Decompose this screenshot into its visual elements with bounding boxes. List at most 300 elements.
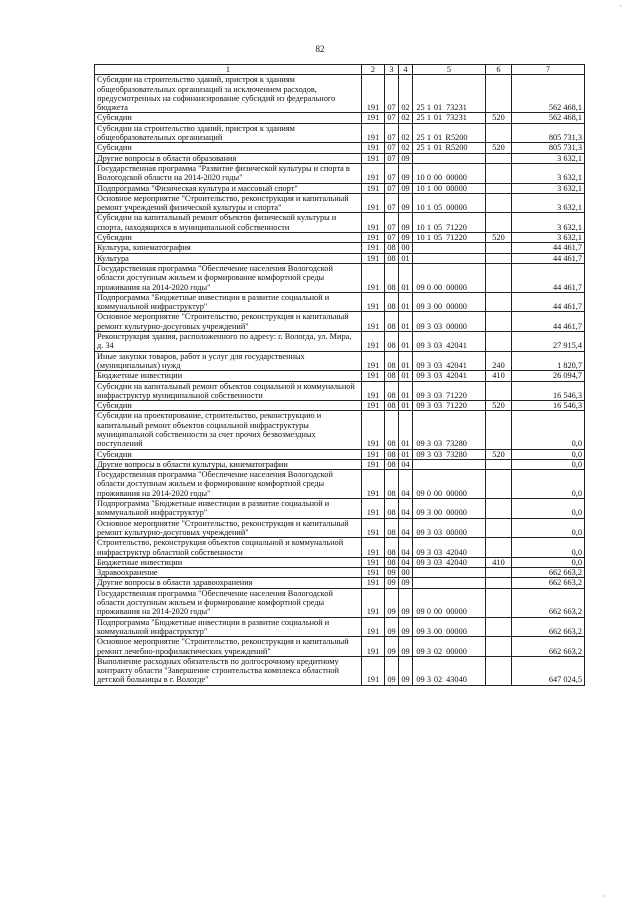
row-expense-type <box>486 637 512 657</box>
row-expense-type <box>486 153 512 163</box>
row-amount: 16 546,3 <box>512 381 585 401</box>
row-name: Подпрограмма "Бюджетные инвестиции в развитие социальной и коммунальной инфраструктур" <box>95 617 362 637</box>
row-expense-type: 520 <box>486 449 512 459</box>
row-section: 07 <box>385 163 399 183</box>
row-name: Субсидии на строительство зданий, пристроя к зданиям общеобразовательных организаций за исключением расходов, предусмотренных на софинансирование субсидий из федерального бюджета <box>95 75 362 113</box>
row-target-article <box>413 371 486 381</box>
row-amount: 0,0 <box>512 538 585 558</box>
row-ministry-code: 191 <box>362 499 385 519</box>
target-article-part: 10 <box>416 183 425 193</box>
row-subsection: 09 <box>399 153 413 163</box>
row-subsection: 09 <box>399 233 413 243</box>
row-target-article <box>413 411 486 449</box>
row-ministry-code: 191 <box>362 617 385 637</box>
row-ministry-code: 191 <box>362 332 385 352</box>
target-article-part: 3 <box>426 449 432 459</box>
row-target-article <box>413 233 486 243</box>
row-section: 08 <box>385 351 399 371</box>
row-name: Субсидии <box>95 143 362 153</box>
table-row <box>95 292 585 312</box>
row-target-article <box>413 617 486 637</box>
row-subsection: 04 <box>399 470 413 499</box>
table-row <box>95 123 585 143</box>
row-target-article <box>413 518 486 538</box>
target-article-part: 00000 <box>446 183 467 193</box>
target-article-part: 10 <box>416 233 425 243</box>
row-subsection: 09 <box>399 183 413 193</box>
row-name: Подпрограмма "Бюджетные инвестиции в развитие социальной и коммунальной инфраструктур" <box>95 292 362 312</box>
target-article-part: 09 <box>416 401 425 411</box>
target-article-part: 03 <box>433 547 443 557</box>
table-row <box>95 371 585 381</box>
row-ministry-code: 191 <box>362 371 385 381</box>
row-expense-type <box>486 538 512 558</box>
row-expense-type <box>486 263 512 292</box>
table-row <box>95 153 585 163</box>
row-amount: 0,0 <box>512 470 585 499</box>
row-section: 07 <box>385 183 399 193</box>
row-name: Бюджетные инвестиции <box>95 557 362 567</box>
table-row <box>95 470 585 499</box>
row-ministry-code: 191 <box>362 233 385 243</box>
table-row <box>95 163 585 183</box>
target-article-part: 10 <box>416 203 425 213</box>
target-article-part: 00 <box>433 607 443 617</box>
row-amount: 0,0 <box>512 449 585 459</box>
target-article-part: R5200 <box>445 133 468 143</box>
row-target-article <box>413 153 486 163</box>
target-article-part: 09 <box>416 557 425 567</box>
target-article-part: 25 <box>416 143 425 153</box>
table-row <box>95 518 585 538</box>
row-name: Основное мероприятие "Строительство, реконструкция и капитальный ремонт учреждений физической культуры и спорта" <box>95 193 362 213</box>
target-article-part: 00 <box>433 626 443 636</box>
row-section: 07 <box>385 113 399 123</box>
row-subsection: 02 <box>399 75 413 113</box>
row-section: 09 <box>385 637 399 657</box>
row-ministry-code: 191 <box>362 381 385 401</box>
target-article-part: 00 <box>433 282 443 292</box>
row-ministry-code: 191 <box>362 637 385 657</box>
target-article-part: 09 <box>416 439 425 449</box>
row-section: 08 <box>385 253 399 263</box>
row-subsection: 01 <box>399 371 413 381</box>
row-amount: 44 461,7 <box>512 253 585 263</box>
target-article-part: 1 <box>426 113 432 123</box>
target-article-part: 03 <box>433 390 443 400</box>
row-ministry-code: 191 <box>362 401 385 411</box>
table-header-row <box>95 65 585 75</box>
row-amount: 3 632,1 <box>512 193 585 213</box>
table-row <box>95 381 585 401</box>
table-row <box>95 253 585 263</box>
row-ministry-code: 191 <box>362 193 385 213</box>
row-amount: 26 094,7 <box>512 371 585 381</box>
row-amount: 44 461,7 <box>512 292 585 312</box>
row-amount: 647 024,5 <box>512 656 585 685</box>
row-amount: 0,0 <box>512 518 585 538</box>
table-row <box>95 312 585 332</box>
row-expense-type: 520 <box>486 113 512 123</box>
row-ministry-code: 191 <box>362 113 385 123</box>
row-subsection: 09 <box>399 637 413 657</box>
target-article-part: 10 <box>416 222 425 232</box>
row-target-article <box>413 459 486 469</box>
row-ministry-code: 191 <box>362 459 385 469</box>
row-name: Реконструкция здания, расположенного по адресу: г. Вологда, ул. Мира, д. 34 <box>95 332 362 352</box>
row-amount: 662 663,2 <box>512 578 585 588</box>
target-article-part: 00 <box>433 183 443 193</box>
target-article-part: 09 <box>416 360 425 370</box>
table-row <box>95 351 585 371</box>
row-target-article <box>413 113 486 123</box>
target-article-part: 3 <box>426 646 432 656</box>
row-name: Основное мероприятие "Строительство, реконструкция и капитальный ремонт лечебно-профилактических учреждений" <box>95 637 362 657</box>
row-ministry-code: 191 <box>362 163 385 183</box>
target-article-part: 42040 <box>446 557 467 567</box>
row-expense-type <box>486 243 512 253</box>
row-expense-type <box>486 588 512 617</box>
table-row <box>95 499 585 519</box>
row-target-article <box>413 292 486 312</box>
column-header: 2 <box>362 65 385 75</box>
target-article-part: 05 <box>433 203 443 213</box>
row-expense-type: 240 <box>486 351 512 371</box>
row-ministry-code: 191 <box>362 568 385 578</box>
table-row <box>95 411 585 449</box>
target-article-part: 00000 <box>446 646 467 656</box>
row-ministry-code: 191 <box>362 312 385 332</box>
row-amount: 0,0 <box>512 499 585 519</box>
target-article-part: 3 <box>426 390 432 400</box>
table-row <box>95 449 585 459</box>
row-amount: 3 632,1 <box>512 153 585 163</box>
row-section: 08 <box>385 263 399 292</box>
row-target-article <box>413 123 486 143</box>
row-amount: 0,0 <box>512 459 585 469</box>
row-amount: 16 546,3 <box>512 401 585 411</box>
target-article-part: 25 <box>416 103 425 113</box>
target-article-part: 71220 <box>446 233 467 243</box>
row-target-article <box>413 538 486 558</box>
row-target-article <box>413 470 486 499</box>
row-name: Субсидии на капитальный ремонт объектов социальной и коммунальной инфраструктур муниципальной собственности <box>95 381 362 401</box>
target-article-part: 09 <box>416 675 425 685</box>
row-subsection: 04 <box>399 499 413 519</box>
row-amount: 44 461,7 <box>512 263 585 292</box>
row-section: 09 <box>385 578 399 588</box>
target-article-part: 03 <box>433 439 443 449</box>
row-target-article <box>413 568 486 578</box>
target-article-part: 00000 <box>446 626 467 636</box>
column-header: 4 <box>399 65 413 75</box>
row-subsection: 01 <box>399 401 413 411</box>
row-name: Культура, кинематография <box>95 243 362 253</box>
target-article-part: 73231 <box>446 113 467 123</box>
target-article-part: 3 <box>426 508 432 518</box>
page-number: 82 <box>315 44 325 54</box>
target-article-part: 09 <box>416 646 425 656</box>
row-ministry-code: 191 <box>362 470 385 499</box>
row-amount: 27 915,4 <box>512 332 585 352</box>
row-subsection: 00 <box>399 243 413 253</box>
corner-mark: · <box>619 2 622 11</box>
row-amount: 562 468,1 <box>512 75 585 113</box>
row-subsection: 01 <box>399 411 413 449</box>
row-expense-type: 520 <box>486 143 512 153</box>
target-article-part: 09 <box>416 488 425 498</box>
row-section: 08 <box>385 518 399 538</box>
row-section: 09 <box>385 617 399 637</box>
row-ministry-code: 191 <box>362 123 385 143</box>
row-target-article <box>413 381 486 401</box>
target-article-part: R5200 <box>445 143 468 153</box>
target-article-part: 09 <box>416 282 425 292</box>
row-expense-type <box>486 578 512 588</box>
row-section: 08 <box>385 449 399 459</box>
target-article-part: 0 <box>426 173 432 183</box>
row-name: Государственная программа "Обеспечение населения Вологодской области доступным жильем и формирование комфортной среды проживания на 2014-2020 годы" <box>95 588 362 617</box>
row-subsection: 01 <box>399 332 413 352</box>
row-expense-type <box>486 381 512 401</box>
target-article-part: 3 <box>426 401 432 411</box>
row-section: 08 <box>385 292 399 312</box>
target-article-part: 71220 <box>446 401 467 411</box>
row-name: Другие вопросы в области здравоохранения <box>95 578 362 588</box>
target-article-part: 09 <box>416 371 425 381</box>
row-expense-type <box>486 459 512 469</box>
row-ministry-code: 191 <box>362 213 385 233</box>
target-article-part: 03 <box>433 360 443 370</box>
target-article-part: 00000 <box>446 321 467 331</box>
target-article-part: 00000 <box>446 607 467 617</box>
row-name: Основное мероприятие "Строительство, реконструкция и капитальный ремонт культурно-досуговых учреждений" <box>95 518 362 538</box>
row-name: Субсидии на капитальный ремонт объектов физической культуры и спорта, находящихся в муниципальной собственности <box>95 213 362 233</box>
row-expense-type <box>486 312 512 332</box>
target-article-part: 09 <box>416 302 425 312</box>
target-article-part: 3 <box>426 341 432 351</box>
row-name: Основное мероприятие "Строительство, реконструкция и капитальный ремонт культурно-досуговых учреждений" <box>95 312 362 332</box>
target-article-part: 00000 <box>446 203 467 213</box>
row-section: 07 <box>385 123 399 143</box>
row-ministry-code: 191 <box>362 538 385 558</box>
target-article-part: 05 <box>433 233 443 243</box>
row-target-article <box>413 588 486 617</box>
table-row <box>95 143 585 153</box>
row-ministry-code: 191 <box>362 588 385 617</box>
row-ministry-code: 191 <box>362 656 385 685</box>
target-article-part: 01 <box>433 113 443 123</box>
target-article-part: 0 <box>426 282 432 292</box>
row-section: 08 <box>385 401 399 411</box>
row-ministry-code: 191 <box>362 292 385 312</box>
target-article-part: 3 <box>426 675 432 685</box>
target-article-part: 05 <box>433 222 443 232</box>
row-subsection: 01 <box>399 263 413 292</box>
target-article-part: 00 <box>433 302 443 312</box>
row-expense-type <box>486 411 512 449</box>
budget-table <box>94 64 585 686</box>
row-amount: 3 632,1 <box>512 163 585 183</box>
table-row <box>95 557 585 567</box>
row-target-article <box>413 193 486 213</box>
row-amount: 562 468,1 <box>512 113 585 123</box>
row-subsection: 01 <box>399 351 413 371</box>
target-article-part: 00 <box>433 173 443 183</box>
target-article-part: 42041 <box>446 371 467 381</box>
table-row <box>95 637 585 657</box>
target-article-part: 01 <box>433 133 443 143</box>
row-expense-type <box>486 332 512 352</box>
row-ministry-code: 191 <box>362 153 385 163</box>
target-article-part: 09 <box>416 449 425 459</box>
row-name: Государственная программа "Обеспечение населения Вологодской области доступным жильем и формирование комфортной среды проживания на 2014-2020 годы" <box>95 263 362 292</box>
row-target-article <box>413 243 486 253</box>
row-name: Субсидии <box>95 233 362 243</box>
target-article-part: 00 <box>433 508 443 518</box>
table-row <box>95 193 585 213</box>
row-section: 08 <box>385 470 399 499</box>
target-article-part: 03 <box>433 321 443 331</box>
target-article-part: 73280 <box>446 449 467 459</box>
target-article-part: 00000 <box>446 508 467 518</box>
target-article-part: 03 <box>433 401 443 411</box>
table-row <box>95 656 585 685</box>
table-row <box>95 588 585 617</box>
row-name: Культура <box>95 253 362 263</box>
row-target-article <box>413 499 486 519</box>
row-ministry-code: 191 <box>362 243 385 253</box>
row-name: Другие вопросы в области образования <box>95 153 362 163</box>
target-article-part: 09 <box>416 341 425 351</box>
target-article-part: 03 <box>433 449 443 459</box>
row-amount: 1 820,7 <box>512 351 585 371</box>
table-row <box>95 617 585 637</box>
target-article-part: 42040 <box>446 547 467 557</box>
row-name: Другие вопросы в области культуры, кинематографии <box>95 459 362 469</box>
row-target-article <box>413 213 486 233</box>
target-article-part: 1 <box>426 103 432 113</box>
row-section: 08 <box>385 459 399 469</box>
row-target-article <box>413 557 486 567</box>
target-article-part: 03 <box>433 557 443 567</box>
target-article-part: 1 <box>426 133 432 143</box>
target-article-part: 3 <box>426 527 432 537</box>
table-row <box>95 243 585 253</box>
row-expense-type <box>486 183 512 193</box>
target-article-part: 09 <box>416 527 425 537</box>
row-subsection: 09 <box>399 617 413 637</box>
row-expense-type: 410 <box>486 557 512 567</box>
table-row <box>95 401 585 411</box>
table-row <box>95 113 585 123</box>
target-article-part: 1 <box>426 222 432 232</box>
row-subsection: 00 <box>399 568 413 578</box>
row-subsection: 04 <box>399 538 413 558</box>
table-row <box>95 332 585 352</box>
target-article-part: 73280 <box>446 439 467 449</box>
row-expense-type: 520 <box>486 233 512 243</box>
column-header: 3 <box>385 65 399 75</box>
row-target-article <box>413 143 486 153</box>
target-article-part: 1 <box>426 143 432 153</box>
row-target-article <box>413 263 486 292</box>
row-expense-type <box>486 253 512 263</box>
row-subsection: 09 <box>399 578 413 588</box>
row-expense-type <box>486 213 512 233</box>
row-expense-type <box>486 568 512 578</box>
target-article-part: 01 <box>433 143 443 153</box>
row-target-article <box>413 75 486 113</box>
target-article-part: 00000 <box>446 527 467 537</box>
target-article-part: 43040 <box>446 675 467 685</box>
table-row <box>95 263 585 292</box>
row-ministry-code: 191 <box>362 411 385 449</box>
target-article-part: 0 <box>426 607 432 617</box>
row-section: 08 <box>385 332 399 352</box>
target-article-part: 25 <box>416 133 425 143</box>
target-article-part: 00000 <box>446 302 467 312</box>
row-name: Субсидии на проектирование, строительство, реконструкцию и капитальный ремонт объектов социальной инфраструктуры муниципальной собственности за счет прочих безвозмездных поступлений <box>95 411 362 449</box>
row-amount: 0,0 <box>512 411 585 449</box>
row-expense-type <box>486 193 512 213</box>
bottom-mark: · <box>603 892 606 901</box>
target-article-part: 10 <box>416 173 425 183</box>
row-subsection: 09 <box>399 163 413 183</box>
row-ministry-code: 191 <box>362 518 385 538</box>
row-subsection: 01 <box>399 449 413 459</box>
row-target-article <box>413 578 486 588</box>
row-expense-type <box>486 470 512 499</box>
target-article-part: 42041 <box>446 360 467 370</box>
row-target-article <box>413 183 486 193</box>
target-article-part: 3 <box>426 302 432 312</box>
row-name: Иные закупки товаров, работ и услуг для государственных (муниципальных) нужд <box>95 351 362 371</box>
target-article-part: 09 <box>416 626 425 636</box>
row-name: Субсидии на строительство зданий, пристроя к зданиям общеобразовательных организаций <box>95 123 362 143</box>
row-amount: 805 731,3 <box>512 123 585 143</box>
row-section: 07 <box>385 193 399 213</box>
row-section: 08 <box>385 243 399 253</box>
target-article-part: 3 <box>426 547 432 557</box>
row-target-article <box>413 332 486 352</box>
row-name: Здравоохранение <box>95 568 362 578</box>
target-article-part: 09 <box>416 321 425 331</box>
target-article-part: 3 <box>426 626 432 636</box>
row-expense-type <box>486 617 512 637</box>
row-ministry-code: 191 <box>362 143 385 153</box>
table-row <box>95 459 585 469</box>
target-article-part: 1 <box>426 203 432 213</box>
row-ministry-code: 191 <box>362 75 385 113</box>
target-article-part: 00000 <box>446 488 467 498</box>
target-article-part: 1 <box>426 183 432 193</box>
target-article-part: 3 <box>426 439 432 449</box>
row-subsection: 09 <box>399 213 413 233</box>
row-section: 08 <box>385 557 399 567</box>
table-row <box>95 213 585 233</box>
table-row <box>95 233 585 243</box>
row-section: 09 <box>385 656 399 685</box>
row-amount: 44 461,7 <box>512 243 585 253</box>
row-subsection: 02 <box>399 123 413 143</box>
row-expense-type <box>486 75 512 113</box>
row-subsection: 09 <box>399 588 413 617</box>
row-amount: 3 632,1 <box>512 213 585 233</box>
target-article-part: 02 <box>433 646 443 656</box>
target-article-part: 09 <box>416 390 425 400</box>
target-article-part: 3 <box>426 371 432 381</box>
